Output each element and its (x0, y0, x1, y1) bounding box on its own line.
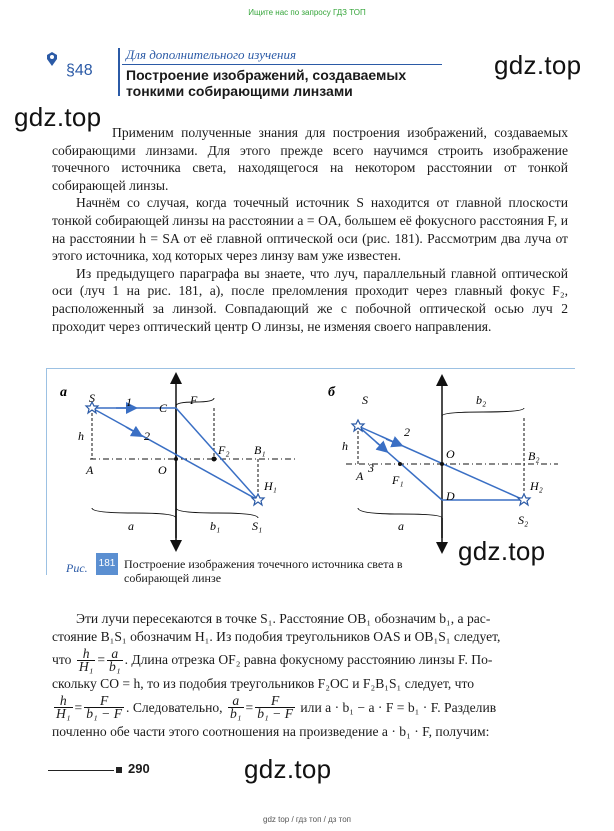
caption-tag: Рис. (66, 561, 88, 575)
header-rule (122, 64, 442, 65)
svg-text:S: S (362, 393, 368, 407)
fraction-a-b1: a b₁ (109, 645, 121, 674)
header-divider (118, 48, 120, 96)
svg-text:B₂: B₂ (528, 449, 540, 463)
figure-181 (46, 368, 574, 558)
svg-text:h: h (342, 439, 348, 453)
svg-text:3: 3 (368, 461, 374, 475)
footer-marker (116, 767, 122, 773)
watermark: gdz.top (244, 754, 332, 784)
title-line: тонкими собирающими линзами (126, 83, 353, 99)
figure-caption: Построение изображения точечного источника света в собирающей линзе (124, 557, 403, 585)
svg-text:C: C (159, 401, 168, 415)
header-subtitle: Для дополнительного изучения (126, 47, 297, 62)
paragraph-4: Эти лучи пересекаются в точке S₁. Расстояние OB₁ обозначим b₁, а рас- стояние B₁S₁ обозначим H₁. Из подобия треугольников OAS и OB₁S₁ следует, что h H₁ = a b₁ . Длина отрезка OF₂ равна фокусному расстоянию линзы F. По- скольку CO = h, то из подобия треугольников F₂OC и F₂B₁S₁ следует, что h H₁ = F b₁ − F . Следовательно, a b₁ = F b₁ − F или a · b₁ − a · F = b₁ · F. Разделив почленно обе части этого соотношения на произведение a · b₁ · F, получим: (52, 611, 501, 739)
page-number: 290 (128, 761, 150, 776)
paragraph-1: Применим полученные знания для построения изображений, создаваемых собирающими линзами. Для этого прежде всего научимся строить изображение точечного источника света, находящегося на некотором расстоянии от тонкой собирающей линзы. (52, 125, 568, 193)
fraction-a-b1: a b₁ (230, 693, 242, 722)
svg-text:D: D (446, 489, 455, 503)
svg-text:O: O (158, 463, 167, 477)
fraction-h-H1: h H₁ (78, 645, 94, 674)
label-b: б (328, 385, 335, 400)
svg-text:b₂: b₂ (476, 393, 487, 407)
watermark: gdz.top (494, 50, 582, 80)
image-star-b (518, 494, 530, 505)
svg-text:b₁: b₁ (210, 519, 221, 533)
svg-text:S₂: S₂ (518, 513, 529, 527)
svg-text:2: 2 (404, 425, 410, 439)
fraction-F-b1mF: F b₁ − F (257, 693, 293, 722)
footer-rule (48, 770, 114, 771)
fraction-h-H1: h H₁ (56, 693, 71, 722)
svg-text:a: a (128, 519, 134, 533)
paragraph-3: Из предыдущего параграфа вы знаете, что луч, параллельный главной оптической оси (луч 1 на рис. 181, а), после преломления проходит через главный фокус F₂, расположенный за линзой. Совпадающий же с побочной оптической осью луч 2 проходит через оптический центр O линзы, не изменяя своего направления. (52, 265, 568, 334)
svg-text:H₁: H₁ (264, 479, 277, 493)
svg-text:2: 2 (144, 429, 150, 443)
svg-text:H₂: H₂ (530, 479, 543, 493)
title-line: Построение изображений, создаваемых (126, 67, 407, 83)
bottom-banner[interactable]: gdz top / гдз топ / дз топ (263, 815, 351, 824)
svg-text:A: A (86, 463, 94, 477)
source-star-b (352, 420, 364, 431)
svg-text:1: 1 (126, 395, 132, 409)
page-title (126, 67, 466, 99)
svg-text:F₂: F₂ (218, 443, 230, 457)
extra-study-icon (44, 51, 60, 67)
ray-2-a (92, 408, 258, 500)
svg-text:A: A (356, 469, 364, 483)
figure-number: 181 (96, 553, 118, 575)
paragraph-2: Начнём со случая, когда точечный источник S находится от главной плоскости тонкой собирающей линзы на расстоянии a = OA, большем её фокусного расстояния F, и на расстоянии h = SA от её главной оптической оси (рис. 181). Рассмотрим два луча от этого источника, ход которых через линзу вам уже известен. (52, 195, 568, 264)
ray-1-refracted-a (176, 408, 258, 500)
svg-text:B₁: B₁ (254, 443, 266, 457)
body-text (52, 124, 568, 335)
top-banner[interactable]: Ищите нас по запросу ГДЗ ТОП (248, 8, 366, 17)
svg-text:h: h (78, 429, 84, 443)
svg-text:S: S (89, 391, 95, 405)
svg-text:F: F (190, 393, 198, 407)
watermark: gdz.top (14, 102, 102, 132)
svg-text:O: O (446, 447, 455, 461)
svg-text:a: a (398, 519, 404, 533)
svg-text:S₁: S₁ (252, 519, 263, 533)
fraction-F-b1mF: F b₁ − F (86, 693, 123, 722)
label-a: а (60, 385, 67, 400)
watermark: gdz.top (458, 536, 546, 566)
svg-text:F₁: F₁ (392, 473, 404, 487)
paragraph-number: §48 (66, 62, 93, 79)
